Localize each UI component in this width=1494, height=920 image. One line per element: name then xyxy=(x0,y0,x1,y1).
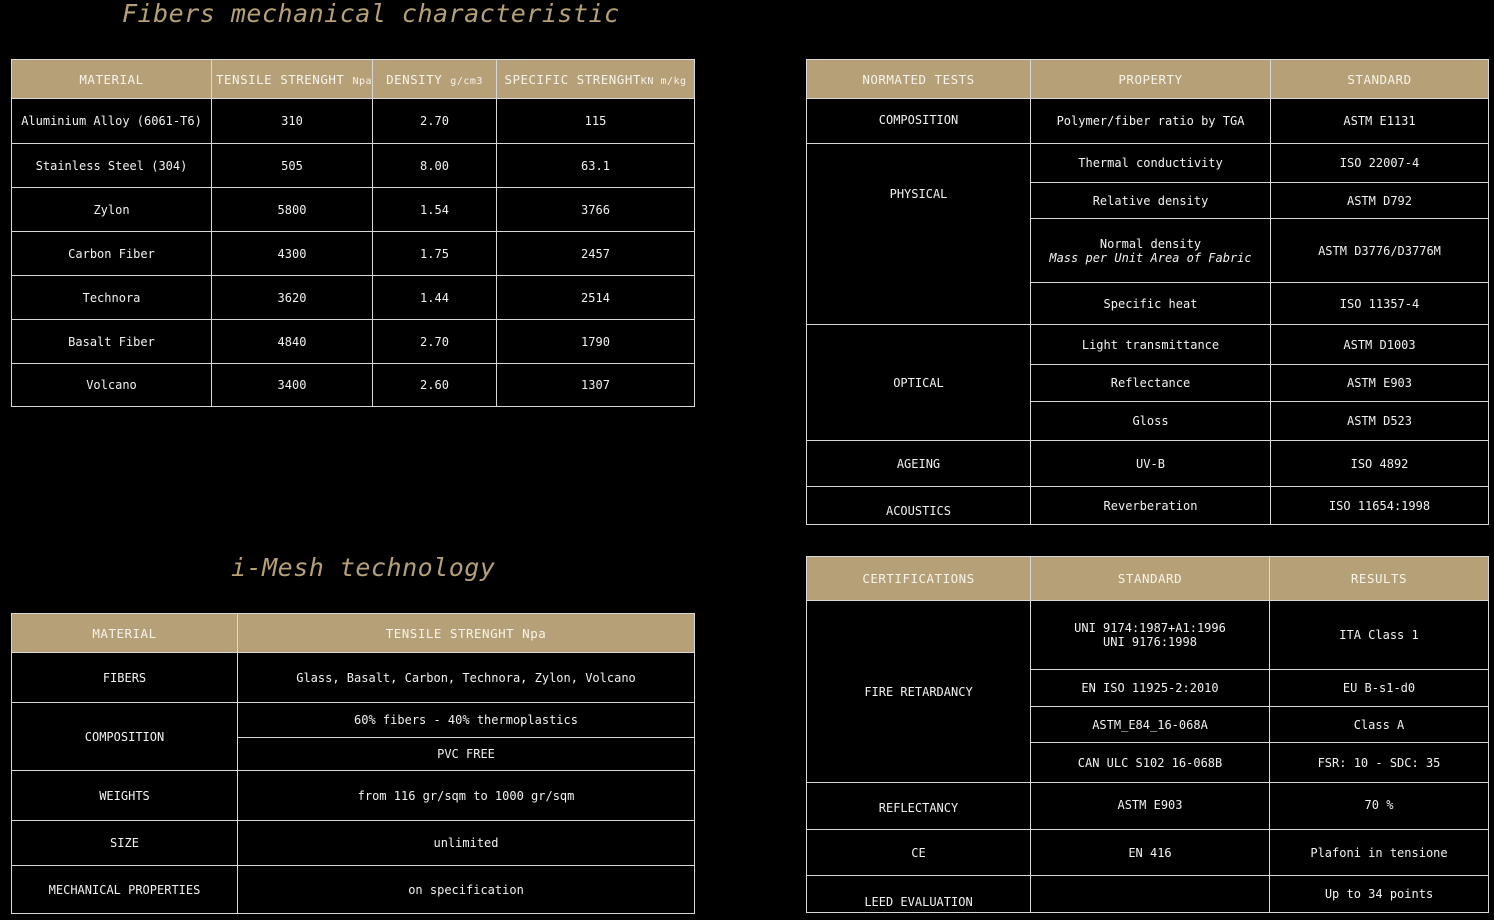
header-tensile-strength: TENSILE STRENGHT Npa xyxy=(238,614,695,653)
header-property: PROPERTY xyxy=(1031,60,1271,99)
fibers-value: Glass, Basalt, Carbon, Technora, Zylon, Volcano xyxy=(238,653,695,703)
table-row xyxy=(807,830,1489,876)
standard-cell: ISO 11654:1998 xyxy=(1271,487,1489,525)
fibers-label: FIBERS xyxy=(12,653,238,703)
material-cell: Technora xyxy=(12,276,212,320)
cert-table-header xyxy=(807,557,1489,601)
standard-cell: ASTM D792 xyxy=(1271,183,1489,219)
composition-value: PVC FREE xyxy=(238,738,695,771)
tests-table xyxy=(806,59,1489,525)
table-row xyxy=(807,601,1489,670)
physical-label: PHYSICAL xyxy=(807,144,1031,325)
header-specific-strength: SPECIFIC STRENGHTKN m/kg xyxy=(497,60,695,99)
imesh-table-header xyxy=(12,614,695,653)
result-cell: Class A xyxy=(1270,707,1489,743)
result-cell: EU B-s1-d0 xyxy=(1270,670,1489,707)
standard-cell: ISO 22007-4 xyxy=(1271,144,1489,183)
standard-cell xyxy=(1031,876,1270,913)
composition-label: COMPOSITION xyxy=(12,703,238,771)
table-row xyxy=(807,144,1489,183)
material-cell: Aluminium Alloy (6061-T6) xyxy=(12,99,212,144)
table-row xyxy=(807,325,1489,365)
uni-9176-standard: UNI 9176:1998 xyxy=(1103,635,1197,649)
density-cell: 2.70 xyxy=(373,320,497,364)
ageing-label: AGEING xyxy=(807,441,1031,487)
tensile-cell: 5800 xyxy=(212,188,373,232)
tensile-cell: 3400 xyxy=(212,364,373,407)
property-cell xyxy=(1031,219,1271,283)
tensile-cell: 3620 xyxy=(212,276,373,320)
density-cell: 2.70 xyxy=(373,99,497,144)
table-row xyxy=(807,876,1489,913)
uni-9174-standard: UNI 9174:1987+A1:1996 xyxy=(1074,621,1226,635)
table-row xyxy=(807,487,1489,525)
imesh-heading: i-Mesh technology xyxy=(231,553,496,582)
standard-cell: ASTM_E84_16-068A xyxy=(1031,707,1270,743)
ce-label: CE xyxy=(807,830,1031,876)
property-cell: Thermal conductivity xyxy=(1031,144,1271,183)
tensile-cell: 310 xyxy=(212,99,373,144)
table-row xyxy=(807,441,1489,487)
standard-cell: ASTM E903 xyxy=(1031,783,1270,830)
property-cell: Reflectance xyxy=(1031,365,1271,402)
standard-cell: ISO 11357-4 xyxy=(1271,283,1489,325)
header-density-unit: g/cm3 xyxy=(450,75,483,87)
property-cell: Relative density xyxy=(1031,183,1271,219)
property-cell: Reverberation xyxy=(1031,487,1271,525)
standard-cell: EN ISO 11925-2:2010 xyxy=(1031,670,1270,707)
weights-label: WEIGHTS xyxy=(12,771,238,821)
specific-strength-cell: 2457 xyxy=(497,232,695,276)
standard-cell: ASTM E903 xyxy=(1271,365,1489,402)
standard-cell: EN 416 xyxy=(1031,830,1270,876)
standard-cell: ASTM D523 xyxy=(1271,402,1489,441)
table-row xyxy=(12,276,695,320)
result-cell: Plafoni in tensione xyxy=(1270,830,1489,876)
tensile-cell: 4840 xyxy=(212,320,373,364)
density-cell: 1.54 xyxy=(373,188,497,232)
header-tensile-unit: Npa xyxy=(352,75,372,87)
property-cell: Gloss xyxy=(1031,402,1271,441)
standard-cell xyxy=(1031,601,1270,670)
standard-cell: ASTM D3776/D3776M xyxy=(1271,219,1489,283)
specific-strength-cell: 1790 xyxy=(497,320,695,364)
material-cell: Stainless Steel (304) xyxy=(12,144,212,188)
normal-density-sub: Mass per Unit Area of Fabric xyxy=(1049,250,1252,265)
density-cell: 1.75 xyxy=(373,232,497,276)
table-row xyxy=(12,364,695,407)
weights-value: from 116 gr/sqm to 1000 gr/sqm xyxy=(238,771,695,821)
density-cell: 1.44 xyxy=(373,276,497,320)
result-cell: FSR: 10 - SDC: 35 xyxy=(1270,743,1489,783)
specific-strength-cell: 115 xyxy=(497,99,695,144)
tests-table-header xyxy=(807,60,1489,99)
density-cell: 8.00 xyxy=(373,144,497,188)
composition-label: COMPOSITION xyxy=(807,99,1031,144)
fibers-table-header xyxy=(12,60,695,99)
material-cell: Volcano xyxy=(12,364,212,407)
imesh-table xyxy=(11,613,695,914)
header-standard: STANDARD xyxy=(1031,557,1270,601)
table-row xyxy=(12,188,695,232)
table-row xyxy=(12,866,695,914)
normal-density-label: Normal density xyxy=(1099,236,1202,251)
mechanical-value: on specification xyxy=(238,866,695,914)
certifications-table xyxy=(806,556,1489,913)
table-row xyxy=(12,653,695,703)
reflectancy-label: REFLECTANCY xyxy=(807,783,1031,830)
result-cell: Up to 34 points xyxy=(1270,876,1489,913)
table-row xyxy=(807,783,1489,830)
standard-cell: CAN ULC S102 16-068B xyxy=(1031,743,1270,783)
standard-cell: ISO 4892 xyxy=(1271,441,1489,487)
header-normated-tests: NORMATED TESTS xyxy=(807,60,1031,99)
specific-strength-cell: 2514 xyxy=(497,276,695,320)
acoustics-label: ACOUSTICS xyxy=(807,487,1031,525)
header-material: MATERIAL xyxy=(12,60,212,99)
result-cell: ITA Class 1 xyxy=(1270,601,1489,670)
specific-strength-cell: 3766 xyxy=(497,188,695,232)
composition-value: 60% fibers - 40% thermoplastics xyxy=(238,703,695,738)
table-row xyxy=(12,320,695,364)
material-cell: Carbon Fiber xyxy=(12,232,212,276)
table-row xyxy=(12,99,695,144)
size-label: SIZE xyxy=(12,821,238,866)
property-cell: Light transmittance xyxy=(1031,325,1271,365)
specific-strength-cell: 63.1 xyxy=(497,144,695,188)
fibers-heading: Fibers mechanical characteristic xyxy=(122,0,620,28)
table-row xyxy=(807,99,1489,144)
header-certifications: CERTIFICATIONS xyxy=(807,557,1031,601)
table-row xyxy=(12,703,695,738)
leed-evaluation-label: LEED EVALUATION xyxy=(807,876,1031,913)
standard-cell: ASTM E1131 xyxy=(1271,99,1489,144)
result-cell: 70 % xyxy=(1270,783,1489,830)
optical-label: OPTICAL xyxy=(807,325,1031,441)
material-cell: Zylon xyxy=(12,188,212,232)
table-row xyxy=(12,232,695,276)
header-results: RESULTS xyxy=(1270,557,1489,601)
property-cell: Polymer/fiber ratio by TGA xyxy=(1031,99,1271,144)
header-material: MATERIAL xyxy=(12,614,238,653)
property-cell: UV-B xyxy=(1031,441,1271,487)
fire-retardancy-label: FIRE RETARDANCY xyxy=(807,601,1031,783)
table-row xyxy=(12,144,695,188)
size-value: unlimited xyxy=(238,821,695,866)
table-row xyxy=(12,771,695,821)
header-standard: STANDARD xyxy=(1271,60,1489,99)
standard-cell: ASTM D1003 xyxy=(1271,325,1489,365)
mechanical-label: MECHANICAL PROPERTIES xyxy=(12,866,238,914)
table-row xyxy=(12,821,695,866)
tensile-cell: 4300 xyxy=(212,232,373,276)
tensile-cell: 505 xyxy=(212,144,373,188)
header-specific-unit: KN m/kg xyxy=(640,75,687,87)
density-cell: 2.60 xyxy=(373,364,497,407)
material-cell: Basalt Fiber xyxy=(12,320,212,364)
header-density: DENSITY g/cm3 xyxy=(373,60,497,99)
property-cell: Specific heat xyxy=(1031,283,1271,325)
specific-strength-cell: 1307 xyxy=(497,364,695,407)
header-tensile-strength: TENSILE STRENGHT Npa xyxy=(212,60,373,99)
fibers-table xyxy=(11,59,695,407)
